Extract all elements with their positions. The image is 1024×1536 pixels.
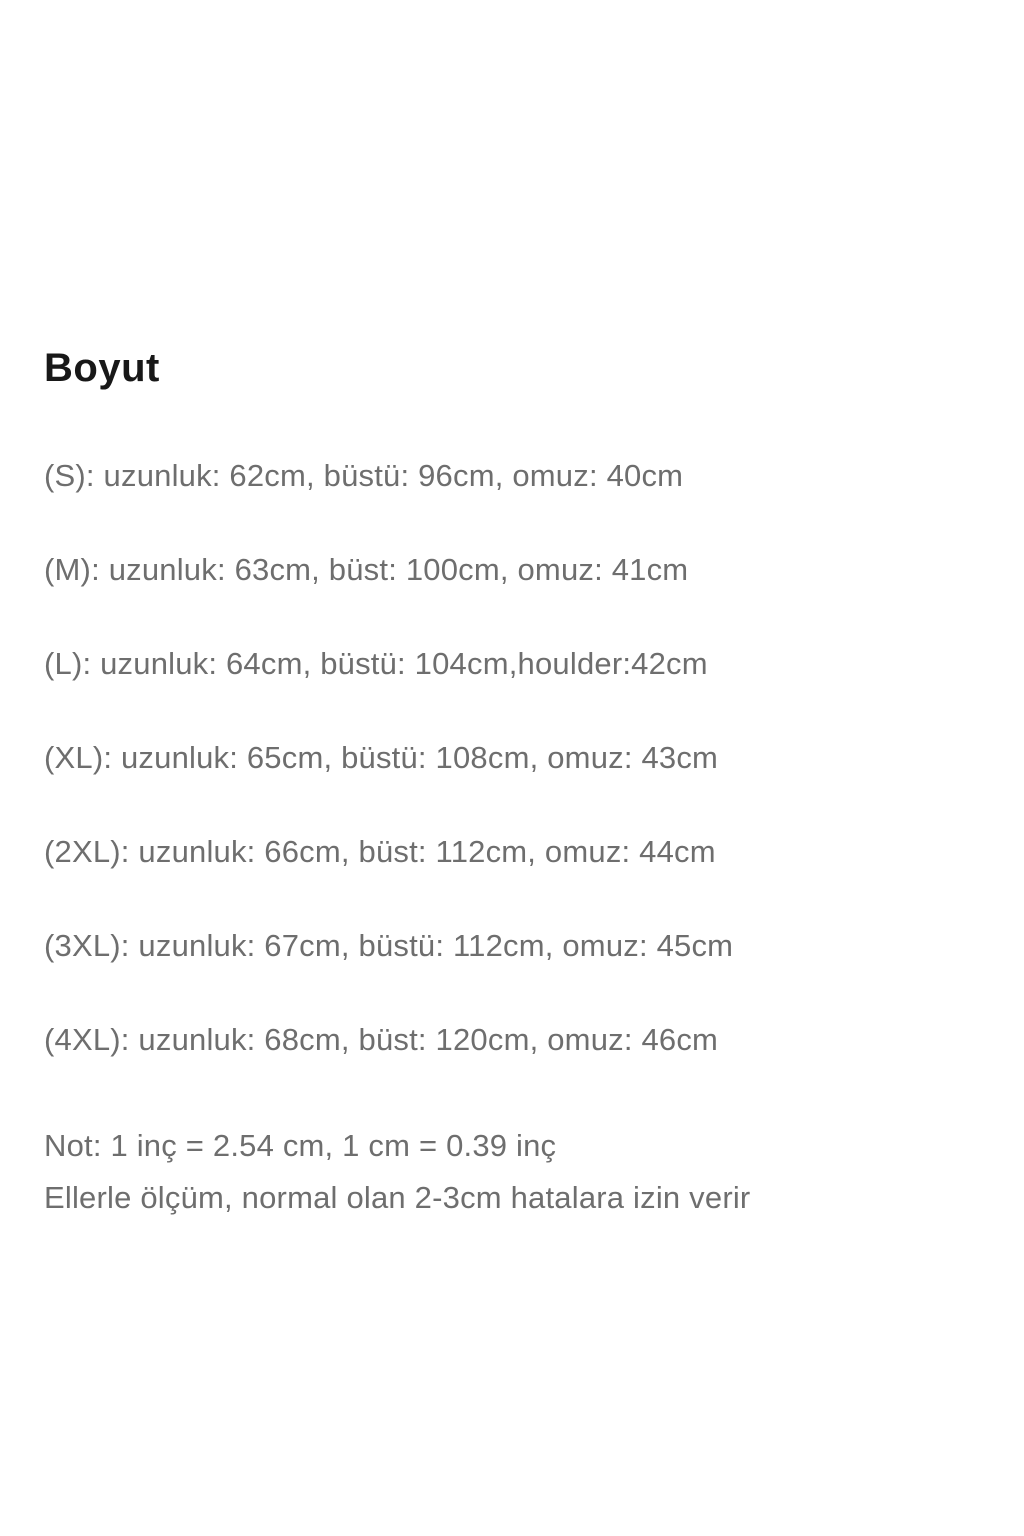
size-row-4xl: (4XL): uzunluk: 68cm, büst: 120cm, omuz: 46cm [44,1022,719,1057]
size-row-xl: (XL): uzunluk: 65cm, büstü: 108cm, omuz: 43cm [44,740,719,775]
size-row-2xl: (2XL): uzunluk: 66cm, büst: 112cm, omuz: 44cm [44,834,716,869]
size-row-m: (M): uzunluk: 63cm, büst: 100cm, omuz: 41cm [44,552,689,587]
size-row-3xl: (3XL): uzunluk: 67cm, büstü: 112cm, omuz: 45cm [44,928,734,963]
size-row-l: (L): uzunluk: 64cm, büstü: 104cm,houlder:42cm [44,646,708,681]
page-title: Boyut [44,346,160,390]
notes-block [44,1120,988,1224]
note-measurement-tolerance: Ellerle ölçüm, normal olan 2-3cm hatalara izin verir [44,1180,751,1215]
size-row-s: (S): uzunluk: 62cm, büstü: 96cm, omuz: 40cm [44,458,684,493]
note-unit-conversion: Not: 1 inç = 2.54 cm, 1 cm = 0.39 inç [44,1128,557,1163]
